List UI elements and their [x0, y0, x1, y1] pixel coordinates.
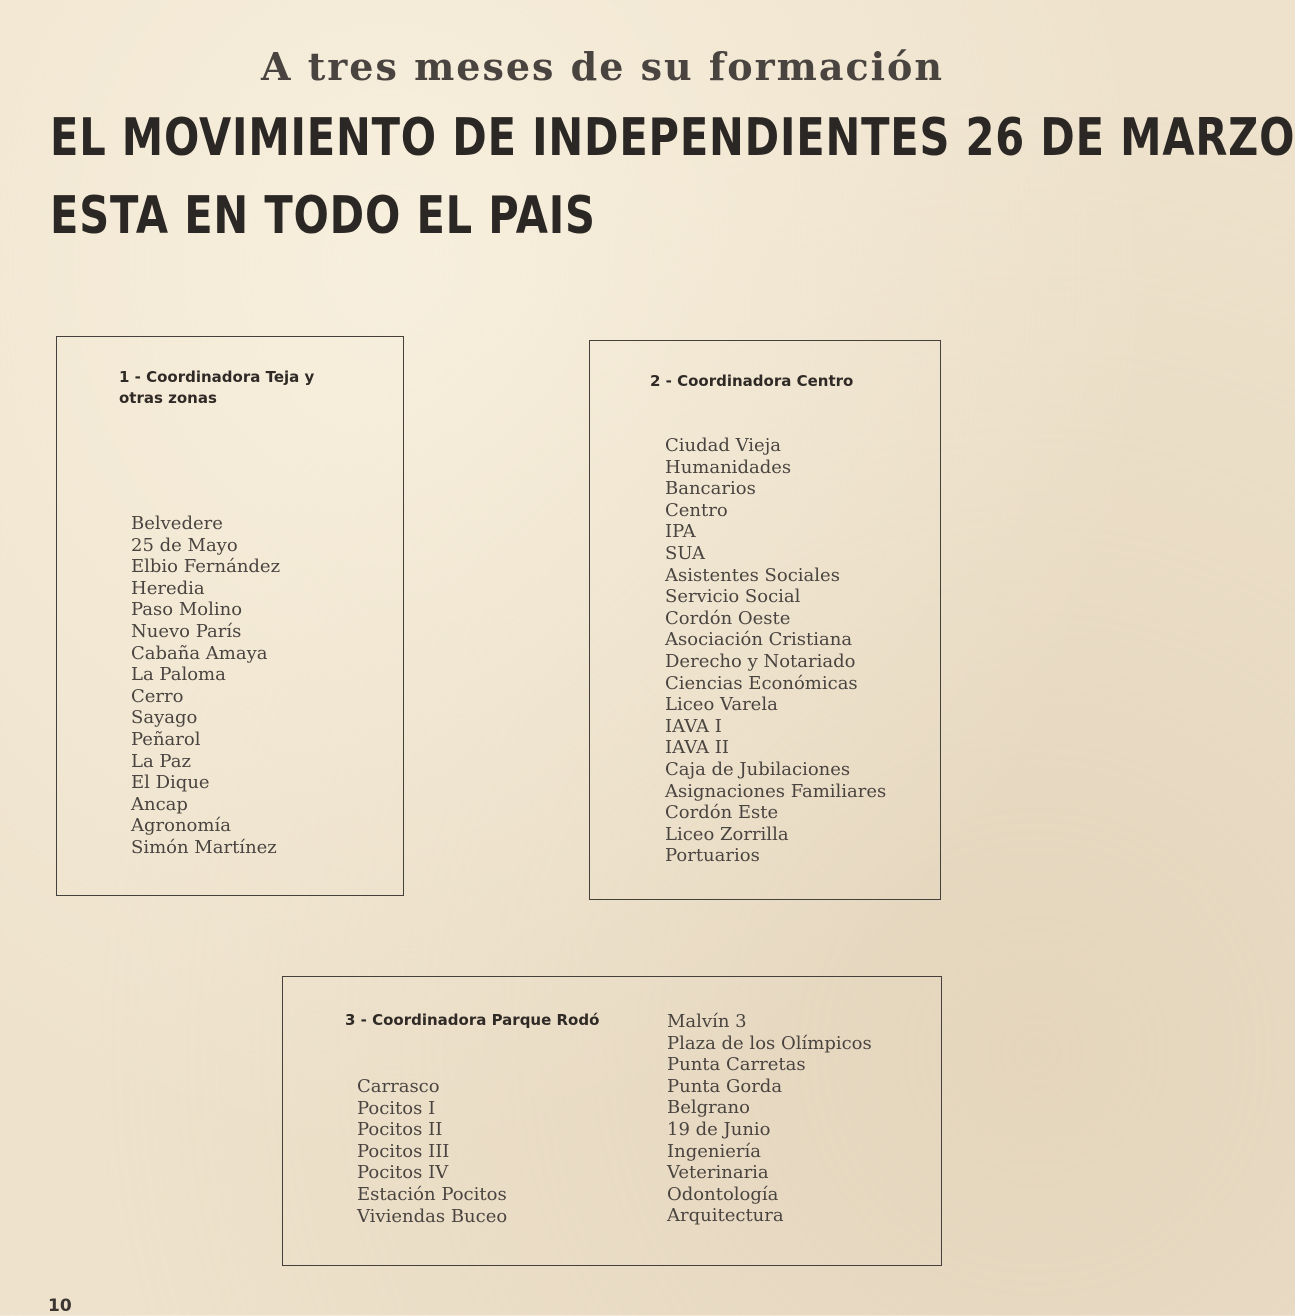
zone-list-item: Cerro	[131, 685, 184, 707]
zone-list-item: IPA	[665, 521, 696, 543]
zone-list-item: SUA	[665, 542, 705, 564]
zone-list-item: Caja de Jubilaciones	[665, 758, 851, 780]
coordinadora-1-title: 1 - Coordinadora Teja y otras zonas	[119, 368, 315, 407]
zone-list-item: Carrasco	[357, 1076, 440, 1097]
zone-list-item: La Paloma	[131, 664, 226, 686]
zone-list-item: Cordón Este	[665, 802, 779, 824]
zone-list-item: Estación Pocitos	[357, 1183, 507, 1205]
zone-list-item: Peñarol	[131, 728, 201, 750]
zone-list-item: Derecho y Notariado	[665, 650, 856, 672]
zone-list-item: Simón Martínez	[131, 836, 277, 858]
coordinadora-2-zone-list	[665, 435, 886, 867]
zone-list-item: Ancap	[131, 793, 188, 815]
zone-list-item: Punta Gorda	[667, 1075, 783, 1097]
zone-list-item: Belvedere	[131, 513, 223, 534]
coordinadora-3-zone-list-left	[357, 1076, 507, 1227]
coordinadora-1-zone-list	[131, 513, 280, 859]
zone-list-item: Plaza de los Olímpicos	[667, 1032, 872, 1054]
zone-list-item: Viviendas Buceo	[357, 1205, 508, 1227]
zone-list-item: Arquitectura	[667, 1205, 784, 1227]
zone-list-item: Punta Carretas	[667, 1054, 806, 1076]
zone-list-item: Cordón Oeste	[665, 607, 791, 629]
coordinadora-3-title: 3 - Coordinadora Parque Rodó	[345, 1011, 600, 1029]
coordinadora-2-box	[589, 340, 941, 900]
article-kicker: A tres meses de su formación	[261, 44, 944, 89]
zone-list-item: 19 de Junio	[667, 1118, 771, 1140]
zone-list-item: Malvín 3	[667, 1011, 747, 1032]
zone-list-item: IAVA I	[665, 715, 722, 737]
headline-line-1: EL MOVIMIENTO DE INDEPENDIENTES 26 DE MARZO	[50, 108, 1295, 168]
zone-list-item: Heredia	[131, 577, 205, 599]
zone-list-item: 25 de Mayo	[131, 534, 238, 556]
zone-list-item: Liceo Varela	[665, 694, 778, 716]
zone-list-item: El Dique	[131, 772, 210, 794]
zone-list-item: Belgrano	[667, 1097, 750, 1119]
zone-list-item: Pocitos III	[357, 1140, 450, 1162]
coordinadora-3-box	[282, 976, 942, 1266]
zone-list-item: Asociación Cristiana	[665, 629, 853, 651]
zone-list-item: Liceo Zorrilla	[665, 823, 789, 845]
zone-list-item: IAVA II	[665, 737, 729, 759]
coordinadora-1-box	[56, 336, 404, 896]
zone-list-item: Pocitos IV	[357, 1162, 449, 1184]
zone-list-item: Servicio Social	[665, 586, 801, 608]
zone-list-item: Veterinaria	[667, 1162, 769, 1184]
zone-list-item: Ciencias Económicas	[665, 672, 858, 694]
zone-list-item: Bancarios	[665, 478, 756, 500]
zone-list-item: Nuevo París	[131, 620, 242, 642]
zone-list-item: Asignaciones Familiares	[665, 780, 887, 802]
zone-list-item: Cabaña Amaya	[131, 642, 268, 664]
zone-list-item: Paso Molino	[131, 599, 243, 621]
headline-line-2: ESTA EN TODO EL PAIS	[50, 186, 596, 246]
zone-list-item: Odontología	[667, 1183, 779, 1205]
coordinadora-3-zone-list-right	[667, 1011, 872, 1227]
zone-list-item: Elbio Fernández	[131, 556, 281, 578]
zone-list-item: Ingeniería	[667, 1140, 761, 1162]
zone-list-item: Centro	[665, 499, 728, 521]
zone-list-item: Ciudad Vieja	[665, 435, 782, 456]
zone-list-item: Pocitos II	[357, 1119, 443, 1141]
zone-list-item: Asistentes Sociales	[665, 564, 840, 586]
zone-list-item: Humanidades	[665, 456, 792, 478]
zone-list-item: La Paz	[131, 750, 191, 772]
page-number: 10	[48, 1296, 72, 1316]
zone-list-item: Agronomía	[131, 815, 231, 837]
coordinadora-2-title: 2 - Coordinadora Centro	[650, 372, 854, 390]
zone-list-item: Sayago	[131, 707, 198, 729]
zone-list-item: Portuarios	[665, 845, 760, 867]
zone-list-item: Pocitos I	[357, 1097, 436, 1119]
